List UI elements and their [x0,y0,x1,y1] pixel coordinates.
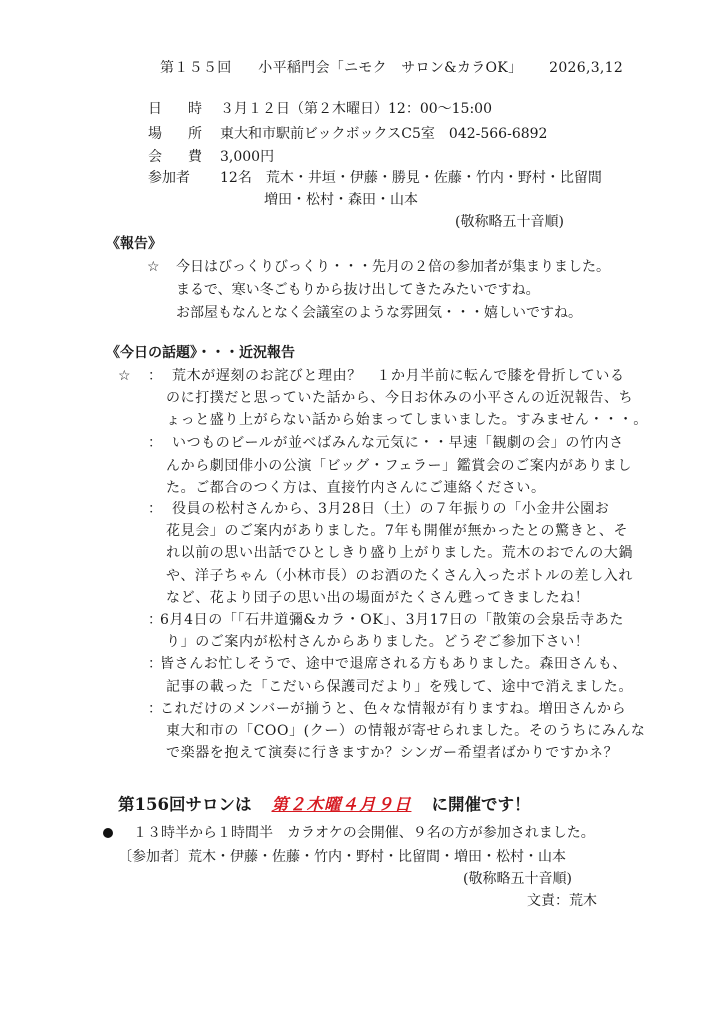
header-date: 2026,3,12 [549,60,624,76]
fee-label: 会 費 [148,149,208,165]
topic-line: で楽器を抱えて演奏に行きますか？シンガー希望者ばかりですかネ？ [166,745,619,761]
topic-line: 役員の松村さんから、3月28日（土）の７年振りの「小金井公園お [172,501,610,517]
participants-line1: 荒木・井垣・伊藤・勝見・佐藤・竹内・野村・比留間 [265,170,602,186]
participants-honorific: (敬称略五十音順) [455,214,564,230]
next-salon-date: 第２木曜４月９日 [271,795,412,814]
topic-line: 6月4日の「「石井道彌&カラ・OK」、3月17日の「散策の会泉岳寺あた [160,612,624,628]
topic-line: 記事の載った「こだいら保護司だより」を残して、途中で消えました。 [166,679,633,695]
topic-line: れ以前の思い出話でひとしきり盛り上がりました。荒木のおでんの大鍋 [166,545,634,561]
topics-star-mark: ☆ [118,368,131,384]
datetime-value: ３月１２日（第２木曜日）12：00〜15:00 [220,101,492,117]
topic-mark: ： [148,701,162,717]
info-participants [148,168,602,189]
club-name: 小平稲門会「ニモク サロン&カラOK」 [258,60,523,76]
karaoke-line: １３時半から１時間半 カラオケの会開催、９名の方が参加されました。 [133,825,595,841]
topic-line: 荒木が遅刻のお詫びと理由？ １か月半前に転んで膝を骨折している [172,368,625,384]
participants-label: 参加者 [148,170,190,186]
topic-line: り」のご案内が松村さんからありました。どうぞご参加下さい！ [166,634,590,650]
participants-count: 12名 [220,170,252,186]
topic-mark: ： [148,656,162,672]
topic-mark: ： [148,612,162,628]
document-header [160,58,645,79]
topic-line: 東大和市の「COO」(クー）の情報が寄せられました。そのうちにみんな [166,723,646,739]
info-fee [148,147,274,168]
karaoke-participants: 〔参加者〕荒木・伊藤・佐藤・竹内・野村・比留間・増田・松村・山本 [118,849,566,865]
next-salon-suffix: に開催です！ [431,795,531,814]
info-place [148,124,547,145]
report-star-mark: ☆ [147,259,160,275]
topic-line: んから劇団俳小の公演「ビッグ・フェラー」鑑賞会のご案内がありまし [166,458,632,474]
topic-line: 花見会」のご案内がありました。7年も開催が無かったとの驚きと、そ [166,523,629,539]
place-label: 場 所 [148,126,208,142]
place-value: 東大和市駅前ビックボックスC5室 042-566-6892 [220,126,548,142]
author-credit: 文責：荒木 [527,893,597,909]
report-title: 《報告》 [106,236,162,252]
info-datetime [148,99,492,120]
topic-line: のに打撲だと思っていた話から、今日お休みの小平さんの近況報告、ち [166,390,634,406]
topic-line: た。ご都合のつく方は、直接竹内さんにご連絡ください。 [166,480,546,496]
topics-title: 《今日の話題》・・・近況報告 [106,345,295,361]
bullet-icon [103,828,113,838]
next-salon-prefix: 第156回サロンは [118,795,252,814]
report-line: まるで、寒い冬ごもりから抜け出してきたみたいですね。 [176,282,540,298]
topic-line: ょっと盛り上がらない話から始まってしまいました。すみません・・・。 [166,412,648,428]
report-line: お部屋もなんとなく会議室のような雰囲気・・・嬉しいですね。 [176,305,582,321]
next-salon-announcement [118,793,530,818]
topic-line: や、洋子ちゃん（小林市長）のお酒のたくさん入ったボトルの差し入れ [166,568,633,584]
report-line: 今日はびっくりびっくり・・・先月の２倍の参加者が集まりました。 [176,259,610,275]
topic-line: いつものビールが並べばみんな元気に・・早速「観劇の会」の竹内さ [172,435,624,451]
topic-mark: ： [148,435,162,451]
topic-line: など、花より団子の思い出の場面がたくさん甦ってきましたね！ [166,590,590,606]
karaoke-honorific: (敬称略五十音順) [463,871,572,887]
fee-value: 3,000円 [220,149,275,165]
datetime-label: 日 時 [148,101,208,117]
participants-line2: 増田・松村・森田・山本 [264,192,418,208]
topic-line: これだけのメンバーが揃うと、色々な情報が有りますね。増田さんから [160,701,627,717]
topic-line: 皆さんお忙しそうで、途中で退席される方もありました。森田さんも、 [160,656,627,672]
topic-mark: ： [148,501,162,517]
issue-number: 第１５５回 [160,60,232,76]
topic-mark: ： [148,368,162,384]
